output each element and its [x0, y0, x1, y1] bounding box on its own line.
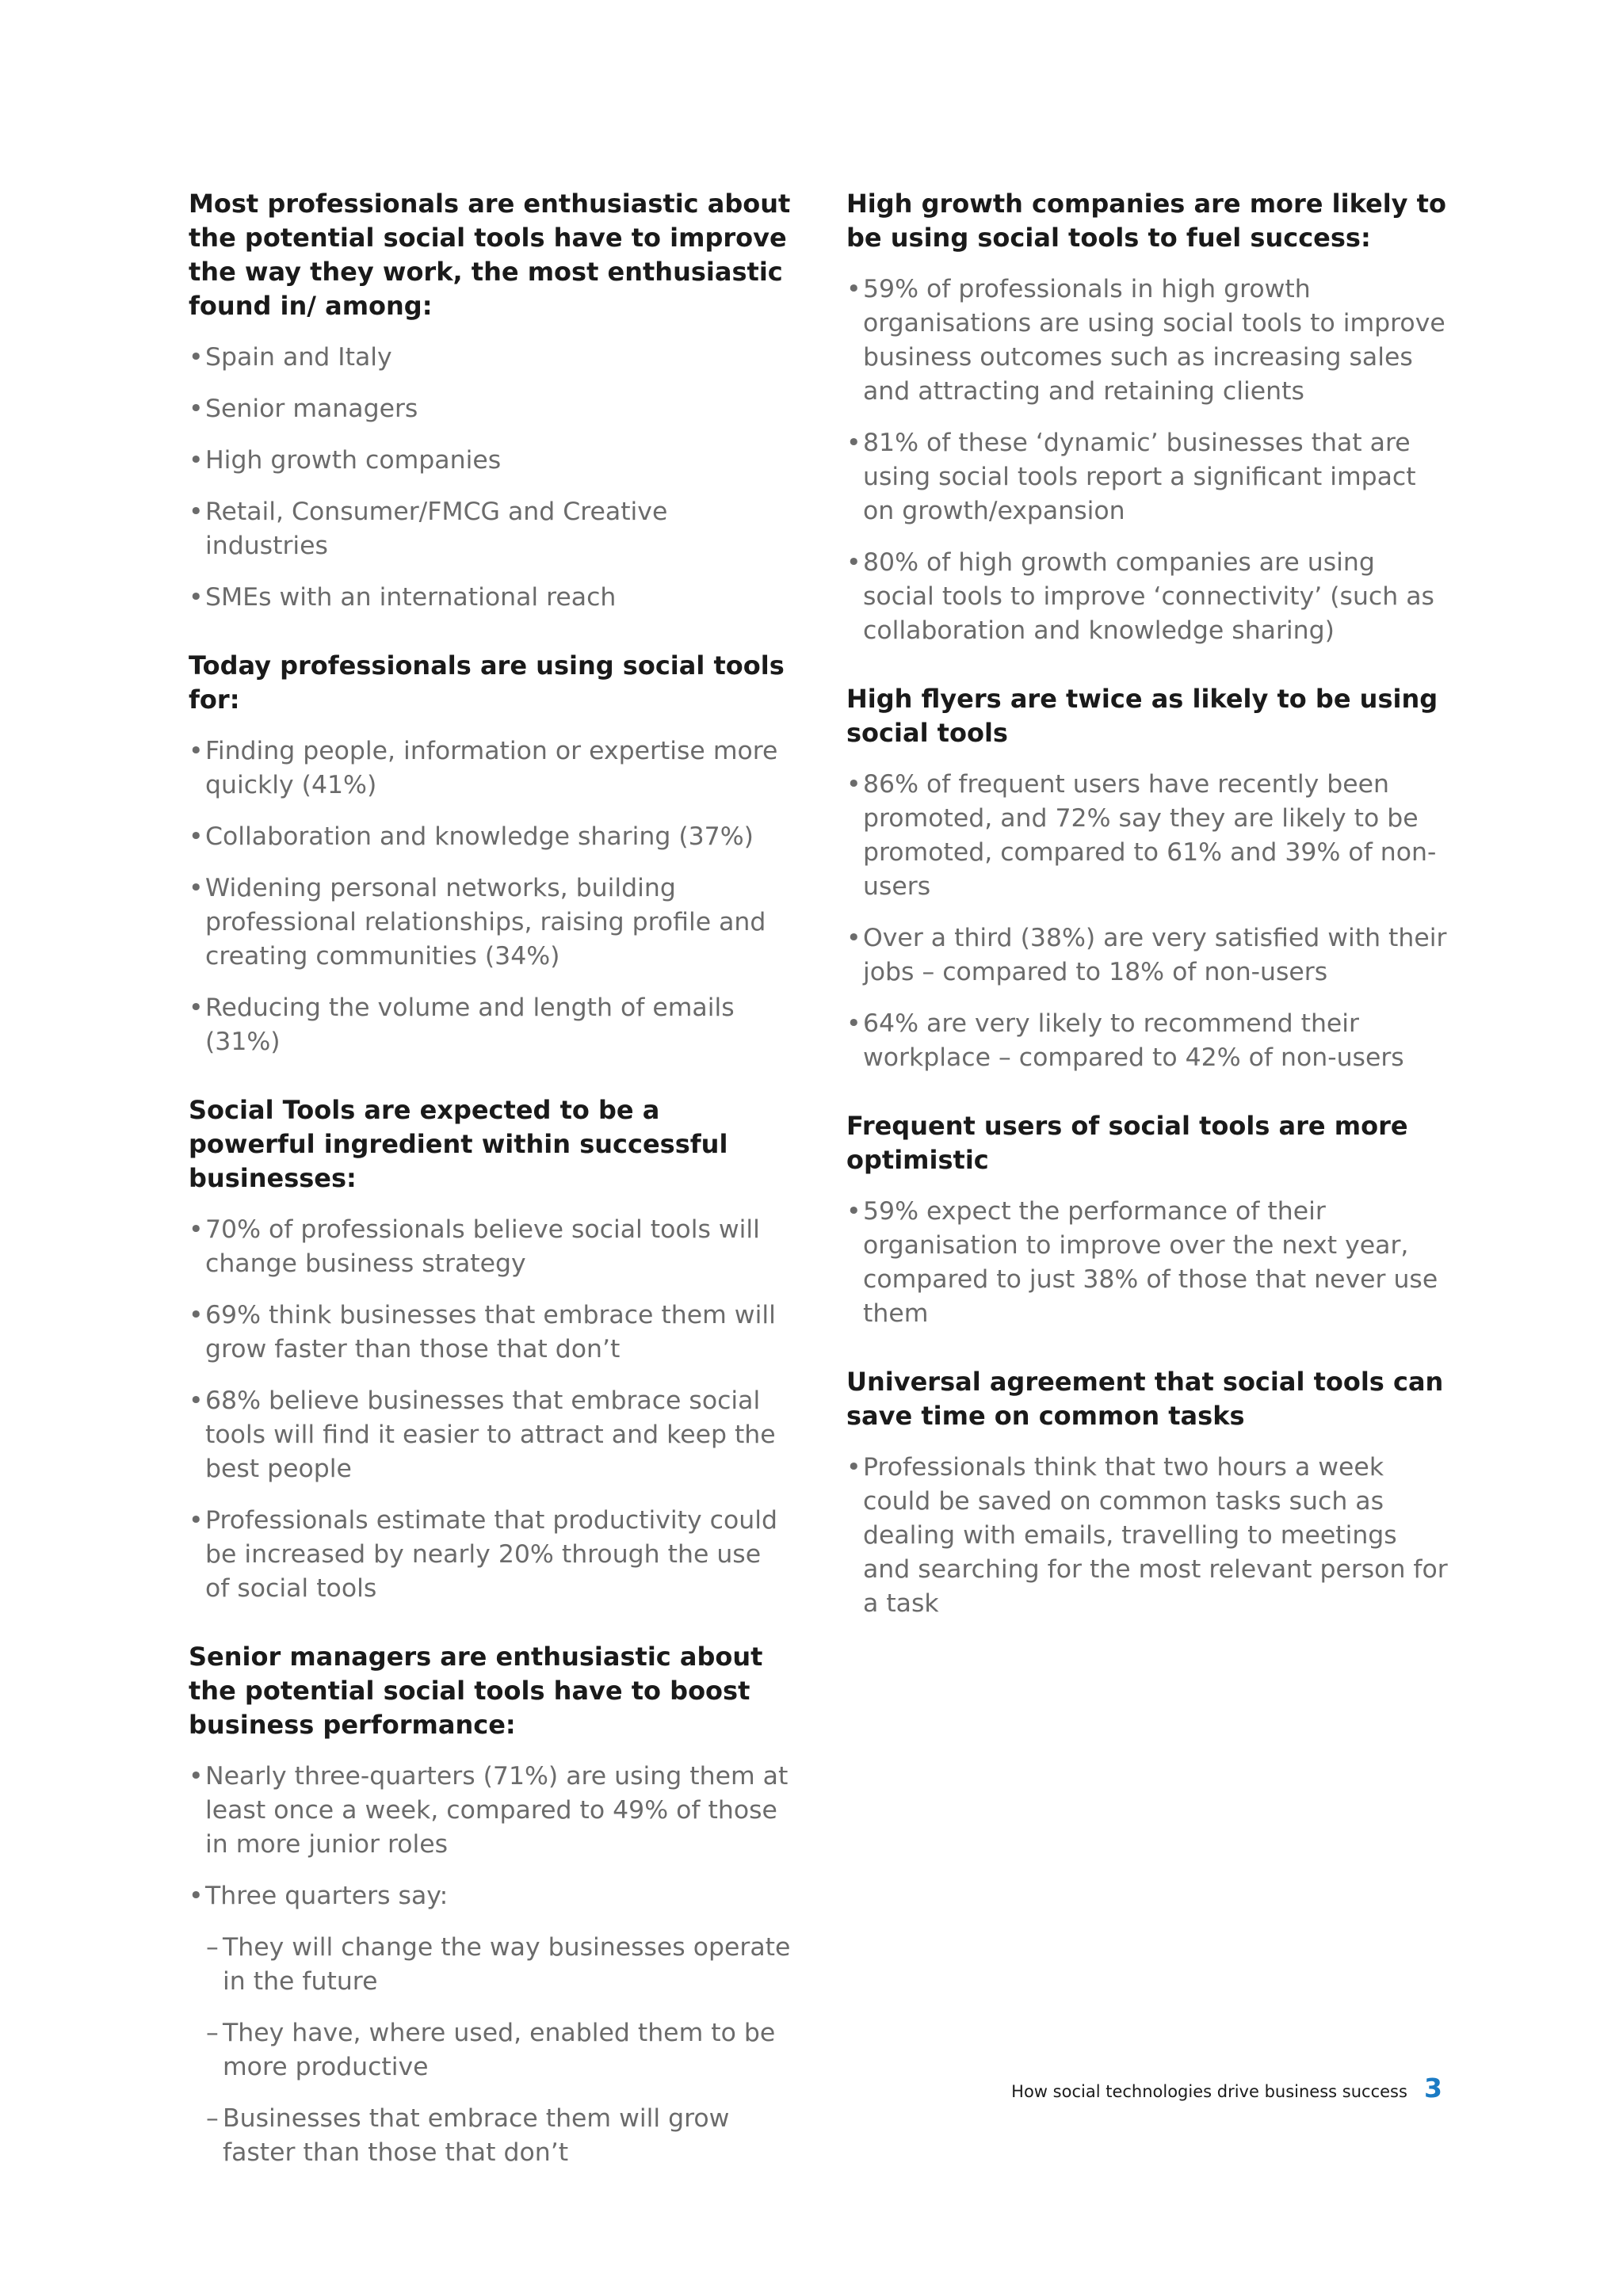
bullet-item: • 70% of professionals believe social tools will change business strategy	[189, 1213, 791, 1281]
sub-bullet-item: – They have, where used, enabled them to be more productive	[206, 2016, 791, 2084]
bullet-item: • SMEs with an international reach	[189, 581, 791, 615]
bullet-item: • Collaboration and knowledge sharing (37%)	[189, 820, 791, 854]
bullet-item: • 80% of high growth companies are using social tools to improve ‘connectivity’ (such as collaboration and knowledge sharing)	[846, 546, 1449, 648]
section-heading: Social Tools are expected to be a powerful ingredient within successful businesses:	[189, 1095, 728, 1193]
bullet-item: • Senior managers	[189, 392, 791, 426]
section	[189, 187, 791, 615]
bullet-item: • Over a third (38%) are very satisfied with their jobs – compared to 18% of non-users	[846, 921, 1449, 990]
bullet-item: • 86% of frequent users have recently been promoted, and 72% say they are likely to be promoted, compared to 61% and 39% of non-users	[846, 768, 1449, 904]
bullet-item: • Three quarters say:	[189, 1879, 791, 1913]
page-footer	[872, 2073, 1442, 2103]
section	[846, 187, 1449, 648]
bullet-item: • 64% are very likely to recommend their workplace – compared to 42% of non-users	[846, 1007, 1449, 1075]
bullet-item: • 59% expect the performance of their organisation to improve over the next year, compared to just 38% of those that never use them	[846, 1195, 1449, 1331]
section-heading: High flyers are twice as likely to be using social tools	[846, 684, 1438, 748]
bullet-item: • 69% think businesses that embrace them will grow faster than those that don’t	[189, 1299, 791, 1367]
sub-bullet-item: – They will change the way businesses operate in the future	[206, 1931, 791, 1999]
right-column	[846, 187, 1449, 1655]
bullet-item: • Spain and Italy	[189, 341, 791, 375]
bullet-item: • Professionals think that two hours a week could be saved on common tasks such as dealing with emails, travelling to meetings and searching for the most relevant person for a task	[846, 1451, 1449, 1621]
bullet-item: • Widening personal networks, building professional relationships, raising profile and creating communities (34%)	[189, 871, 791, 974]
bullet-item: • Finding people, information or expertise more quickly (41%)	[189, 734, 791, 803]
section	[189, 1093, 791, 1606]
section-heading: Most professionals are enthusiastic about the potential social tools have to improve the way they work, the most enthusiastic found in/ among:	[189, 189, 791, 321]
section	[189, 649, 791, 1059]
bullet-item: • Retail, Consumer/FMCG and Creative industries	[189, 495, 791, 563]
bullet-item: • Reducing the volume and length of emails (31%)	[189, 991, 791, 1059]
section-heading: Today professionals are using social tools for:	[189, 650, 785, 715]
page-number: 3	[1424, 2073, 1442, 2103]
left-column	[189, 187, 791, 2204]
bullet-item: • High growth companies	[189, 444, 791, 478]
bullet-item: • Nearly three-quarters (71%) are using them at least once a week, compared to 49% of those in more junior roles	[189, 1760, 791, 1862]
bullet-item: • 81% of these ‘dynamic’ businesses that are using social tools report a significant impact on growth/expansion	[846, 426, 1449, 528]
section-heading: Universal agreement that social tools can save time on common tasks	[846, 1367, 1444, 1431]
sub-bullet-item: – Businesses that embrace them will grow faster than those that don’t	[206, 2102, 791, 2170]
section-heading: High growth companies are more likely to be using social tools to fuel success:	[846, 189, 1446, 253]
bullet-item: • Professionals estimate that productivity could be increased by nearly 20% through the use of social tools	[189, 1504, 791, 1606]
section	[189, 1640, 791, 2170]
footer-title: How social technologies drive business success	[1011, 2082, 1407, 2101]
section	[846, 1109, 1449, 1331]
bullet-item: • 59% of professionals in high growth organisations are using social tools to improve business outcomes such as increasing sales and attracting and retaining clients	[846, 273, 1449, 409]
section	[846, 682, 1449, 1075]
section-heading: Senior managers are enthusiastic about the potential social tools have to boost business performance:	[189, 1642, 763, 1740]
bullet-item: • 68% believe businesses that embrace social tools will find it easier to attract and keep the best people	[189, 1384, 791, 1486]
section	[846, 1365, 1449, 1621]
section-heading: Frequent users of social tools are more optimistic	[846, 1111, 1408, 1175]
